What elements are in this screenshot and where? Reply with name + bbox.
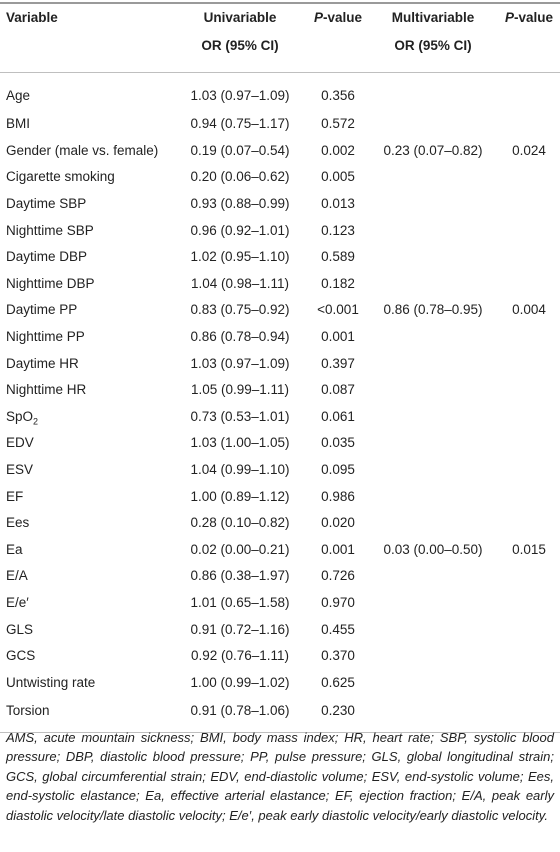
header-univariable-or: OR (95% CI) [172, 38, 308, 73]
cell-multivariable-p [498, 457, 560, 484]
cell-variable [0, 669, 172, 696]
cell-univariable-p [308, 350, 368, 377]
cell-variable-text: ESV [6, 462, 34, 478]
cell-univariable-p [308, 430, 368, 457]
cell-univariable-or-text: 1.02 (0.95–1.10) [190, 249, 290, 265]
table-row [0, 111, 560, 138]
cell-univariable-or-text: 0.28 (0.10–0.82) [190, 515, 290, 531]
header-pvalue-multi [498, 3, 560, 38]
cell-univariable-or [172, 350, 308, 377]
cell-variable [0, 510, 172, 537]
cell-multivariable-or [368, 191, 498, 218]
cell-univariable-p-text: 0.356 [321, 88, 355, 103]
cell-univariable-or [172, 563, 308, 590]
table-row [0, 324, 560, 351]
cell-univariable-or [172, 510, 308, 537]
cell-variable-text: Gender (male vs. female) [6, 142, 159, 158]
cell-univariable-p [308, 297, 368, 324]
table-row [0, 350, 560, 377]
cell-univariable-p-text: 0.001 [321, 541, 355, 557]
cell-univariable-p-text: 0.005 [321, 169, 355, 185]
cell-univariable-p [308, 563, 368, 590]
cell-univariable-or-text: 0.91 (0.78–1.06) [190, 703, 290, 719]
cell-univariable-or-text: 0.73 (0.53–1.01) [190, 408, 290, 424]
cell-variable-text: Ea [6, 541, 23, 557]
cell-multivariable-p-text: 0.024 [512, 142, 546, 158]
cell-variable [0, 111, 172, 138]
cell-univariable-or-text: 0.86 (0.78–0.94) [190, 329, 290, 345]
cell-univariable-p [308, 377, 368, 404]
cell-variable [0, 217, 172, 244]
cell-univariable-or-text: 1.00 (0.99–1.02) [190, 674, 290, 690]
table-row [0, 537, 560, 564]
table-row [0, 191, 560, 218]
header-multivariable-or: OR (95% CI) [368, 38, 498, 73]
cell-univariable-or-text: 1.05 (0.99–1.11) [190, 382, 290, 398]
cell-variable-text: BMI [6, 116, 31, 132]
cell-univariable-or [172, 271, 308, 298]
cell-multivariable-p [498, 669, 560, 696]
table-row [0, 404, 560, 431]
cell-univariable-or-text: 0.02 (0.00–0.21) [190, 541, 290, 557]
table-row [0, 430, 560, 457]
cell-univariable-or [172, 138, 308, 165]
header-pvalue-uni-p: P [313, 10, 323, 25]
header-variable: Variable [0, 3, 172, 38]
cell-multivariable-or [368, 111, 498, 138]
cell-multivariable-p [498, 404, 560, 431]
cell-univariable-p [308, 537, 368, 564]
cell-multivariable-or [368, 669, 498, 696]
cell-variable-text: Daytime SBP [6, 196, 87, 212]
table-row [0, 510, 560, 537]
cell-variable [0, 138, 172, 165]
cell-variable [0, 537, 172, 564]
table-row [0, 244, 560, 271]
cell-univariable-or [172, 297, 308, 324]
cell-variable-text: Daytime HR [6, 355, 79, 371]
cell-variable [0, 73, 172, 112]
header-blank-2 [308, 38, 368, 73]
cell-multivariable-or [368, 430, 498, 457]
cell-univariable-or-text: 1.04 (0.98–1.11) [190, 275, 290, 291]
cell-univariable-p [308, 324, 368, 351]
table-footnote: AMS, acute mountain sickness; BMI, body mass index; HR, heart rate; SBP, systolic blood pressure; DBP, diastolic blood pressure; PP, pulse pressure; GLS, global longitudinal strain; GCS, global circumferential strain; EDV, end-diastolic volume; ESV, end-systolic volume; Ees, end-systolic elastance; Ea, effective arterial elastance; EF, ejection fraction; E/A, peak early diastolic velocity/late diastolic velocity; E/e′, peak early diastolic velocity/early diastolic velocity. [6, 730, 554, 823]
cell-variable [0, 164, 172, 191]
cell-variable [0, 643, 172, 670]
cell-univariable-or [172, 537, 308, 564]
cell-variable-text: Torsion [6, 703, 50, 719]
table-row [0, 73, 560, 112]
cell-multivariable-or [368, 138, 498, 165]
cell-univariable-p-text: 0.002 [321, 142, 355, 158]
cell-univariable-or-text: 1.03 (1.00–1.05) [190, 435, 290, 451]
cell-variable [0, 324, 172, 351]
cell-variable-text: Nighttime PP [6, 329, 85, 345]
cell-variable-text: GLS [6, 621, 34, 637]
cell-variable-subscript: 2 [33, 416, 39, 427]
cell-variable [0, 297, 172, 324]
cell-multivariable-or [368, 483, 498, 510]
cell-univariable-p-text: 0.986 [321, 488, 355, 504]
cell-variable-text: GCS [6, 648, 36, 664]
cell-multivariable-p [498, 537, 560, 564]
cell-univariable-or-text: 0.86 (0.38–1.97) [190, 568, 290, 584]
cell-variable [0, 377, 172, 404]
table-header [0, 3, 560, 73]
header-pvalue-uni [308, 3, 368, 38]
cell-multivariable-or [368, 271, 498, 298]
cell-multivariable-p [498, 616, 560, 643]
cell-univariable-p-text: 0.970 [321, 594, 355, 610]
cell-multivariable-or [368, 377, 498, 404]
cell-univariable-p [308, 510, 368, 537]
cell-univariable-p-text: 0.726 [321, 568, 355, 584]
cell-variable-text: Daytime PP [6, 302, 78, 318]
cell-univariable-or-text: 1.03 (0.97–1.09) [190, 355, 290, 371]
cell-univariable-p-text: 0.013 [321, 196, 355, 212]
cell-univariable-p-text: 0.455 [321, 621, 355, 637]
cell-multivariable-p [498, 643, 560, 670]
cell-univariable-or [172, 590, 308, 617]
table-row [0, 457, 560, 484]
cell-multivariable-p [498, 73, 560, 112]
cell-multivariable-or [368, 643, 498, 670]
cell-univariable-or-text: 0.94 (0.75–1.17) [190, 116, 290, 132]
cell-variable [0, 563, 172, 590]
header-univariable: Univariable [172, 3, 308, 38]
cell-univariable-or [172, 457, 308, 484]
cell-variable-text: Ees [6, 515, 30, 531]
cell-multivariable-or [368, 297, 498, 324]
cell-univariable-p-text: 0.625 [321, 674, 355, 690]
cell-univariable-p-text: 0.123 [321, 222, 355, 238]
cell-univariable-or [172, 483, 308, 510]
cell-variable-text: Untwisting rate [6, 674, 96, 690]
cell-multivariable-p [498, 590, 560, 617]
table-row [0, 377, 560, 404]
cell-multivariable-or-text: 0.86 (0.78–0.95) [383, 302, 483, 318]
cell-univariable-p [308, 244, 368, 271]
cell-univariable-p [308, 164, 368, 191]
cell-univariable-p [308, 483, 368, 510]
cell-multivariable-or [368, 164, 498, 191]
cell-univariable-or [172, 164, 308, 191]
cell-univariable-or [172, 430, 308, 457]
cell-variable-text: Age [6, 88, 31, 103]
cell-univariable-p-text: 0.230 [321, 703, 355, 719]
cell-multivariable-p [498, 244, 560, 271]
cell-univariable-p-text: 0.572 [321, 116, 355, 132]
cell-multivariable-p [498, 483, 560, 510]
cell-univariable-or-text: 0.93 (0.88–0.99) [190, 196, 290, 212]
cell-univariable-p-text: 0.001 [321, 329, 355, 345]
table-row [0, 164, 560, 191]
cell-multivariable-p [498, 271, 560, 298]
cell-univariable-or [172, 404, 308, 431]
cell-univariable-or-text: 1.04 (0.99–1.10) [190, 462, 290, 478]
table-row [0, 669, 560, 696]
cell-variable [0, 244, 172, 271]
table-row [0, 483, 560, 510]
cell-univariable-or [172, 73, 308, 112]
cell-variable-text: Cigarette smoking [6, 169, 115, 185]
cell-variable-text: EF [6, 488, 24, 504]
cell-variable [0, 616, 172, 643]
cell-variable-text: Nighttime HR [6, 382, 87, 398]
cell-multivariable-p [498, 430, 560, 457]
table-row [0, 297, 560, 324]
cell-univariable-p-text: <0.001 [317, 302, 359, 318]
cell-univariable-p-text: 0.087 [321, 382, 355, 398]
cell-multivariable-or [368, 350, 498, 377]
cell-multivariable-or [368, 457, 498, 484]
cell-univariable-p [308, 616, 368, 643]
cell-univariable-or-text: 0.83 (0.75–0.92) [190, 302, 290, 318]
cell-univariable-p [308, 404, 368, 431]
cell-multivariable-p [498, 324, 560, 351]
cell-univariable-or-text: 0.96 (0.92–1.01) [190, 222, 290, 238]
cell-univariable-or-text: 0.92 (0.76–1.11) [190, 648, 290, 664]
cell-multivariable-or [368, 404, 498, 431]
cell-variable-text: Nighttime SBP [6, 222, 94, 238]
header-pvalue-uni-rest: -value [322, 10, 363, 25]
cell-variable [0, 457, 172, 484]
cell-variable-text: Nighttime DBP [6, 275, 95, 291]
cell-multivariable-or [368, 590, 498, 617]
table-row [0, 217, 560, 244]
cell-multivariable-p [498, 138, 560, 165]
cell-univariable-p-text: 0.020 [321, 515, 355, 531]
cell-multivariable-p [498, 350, 560, 377]
cell-multivariable-p [498, 191, 560, 218]
cell-univariable-p-text: 0.370 [321, 648, 355, 664]
cell-variable [0, 191, 172, 218]
cell-variable-text: E/A [6, 568, 28, 584]
header-blank [0, 38, 172, 73]
cell-univariable-p [308, 191, 368, 218]
cell-multivariable-or [368, 510, 498, 537]
cell-multivariable-or [368, 563, 498, 590]
cell-univariable-or [172, 324, 308, 351]
cell-variable [0, 350, 172, 377]
cell-multivariable-or [368, 217, 498, 244]
cell-univariable-or [172, 191, 308, 218]
cell-univariable-or-text: 0.20 (0.06–0.62) [190, 169, 290, 185]
cell-multivariable-p [498, 297, 560, 324]
cell-univariable-p [308, 590, 368, 617]
cell-multivariable-or [368, 537, 498, 564]
cell-variable-text: Daytime DBP [6, 249, 88, 265]
table-row [0, 138, 560, 165]
cell-variable [0, 483, 172, 510]
cell-multivariable-or [368, 73, 498, 112]
table-body [0, 73, 560, 733]
cell-univariable-p-text: 0.035 [321, 435, 355, 451]
cell-univariable-p [308, 138, 368, 165]
cell-multivariable-p-text: 0.004 [512, 302, 546, 318]
cell-univariable-p [308, 643, 368, 670]
cell-univariable-p-text: 0.095 [321, 462, 355, 478]
header-pvalue-multi-p: P [504, 10, 514, 25]
cell-multivariable-p [498, 510, 560, 537]
cell-univariable-p-text: 0.182 [321, 275, 355, 291]
cell-variable [0, 590, 172, 617]
cell-multivariable-p [498, 377, 560, 404]
cell-variable [0, 404, 172, 431]
header-blank-3 [498, 38, 560, 73]
cell-univariable-or [172, 217, 308, 244]
cell-univariable-or [172, 616, 308, 643]
cell-univariable-p [308, 457, 368, 484]
cell-univariable-or-text: 1.03 (0.97–1.09) [190, 88, 290, 103]
results-table [0, 2, 560, 733]
cell-multivariable-p [498, 164, 560, 191]
cell-univariable-p [308, 73, 368, 112]
table-row [0, 616, 560, 643]
cell-univariable-p-text: 0.061 [321, 408, 355, 424]
cell-univariable-or-text: 0.91 (0.72–1.16) [190, 621, 290, 637]
table-row [0, 563, 560, 590]
cell-multivariable-or [368, 244, 498, 271]
header-pvalue-multi-rest: -value [513, 10, 554, 25]
cell-univariable-or-text: 1.00 (0.89–1.12) [190, 488, 290, 504]
cell-univariable-or-text: 1.01 (0.65–1.58) [190, 594, 290, 610]
cell-univariable-p-text: 0.397 [321, 355, 355, 371]
cell-multivariable-p-text: 0.015 [512, 541, 546, 557]
cell-univariable-or [172, 643, 308, 670]
cell-multivariable-p [498, 217, 560, 244]
cell-univariable-or-text: 0.19 (0.07–0.54) [190, 142, 290, 158]
cell-univariable-or [172, 111, 308, 138]
table-row [0, 271, 560, 298]
cell-univariable-p [308, 669, 368, 696]
cell-multivariable-or-text: 0.03 (0.00–0.50) [383, 541, 483, 557]
header-multivariable: Multivariable [368, 3, 498, 38]
cell-multivariable-p [498, 563, 560, 590]
cell-variable-text: EDV [6, 435, 34, 451]
cell-univariable-or [172, 377, 308, 404]
cell-multivariable-or [368, 324, 498, 351]
cell-multivariable-or [368, 616, 498, 643]
cell-variable-text: E/e′ [6, 594, 29, 610]
cell-univariable-p-text: 0.589 [321, 249, 355, 265]
table-row [0, 643, 560, 670]
cell-univariable-or [172, 669, 308, 696]
table-row [0, 590, 560, 617]
cell-multivariable-p [498, 111, 560, 138]
cell-variable [0, 430, 172, 457]
cell-multivariable-or-text: 0.23 (0.07–0.82) [383, 142, 483, 158]
cell-univariable-or [172, 244, 308, 271]
cell-univariable-p [308, 111, 368, 138]
cell-univariable-p [308, 217, 368, 244]
cell-variable-text: SpO [6, 408, 34, 424]
cell-variable [0, 271, 172, 298]
cell-univariable-p [308, 271, 368, 298]
